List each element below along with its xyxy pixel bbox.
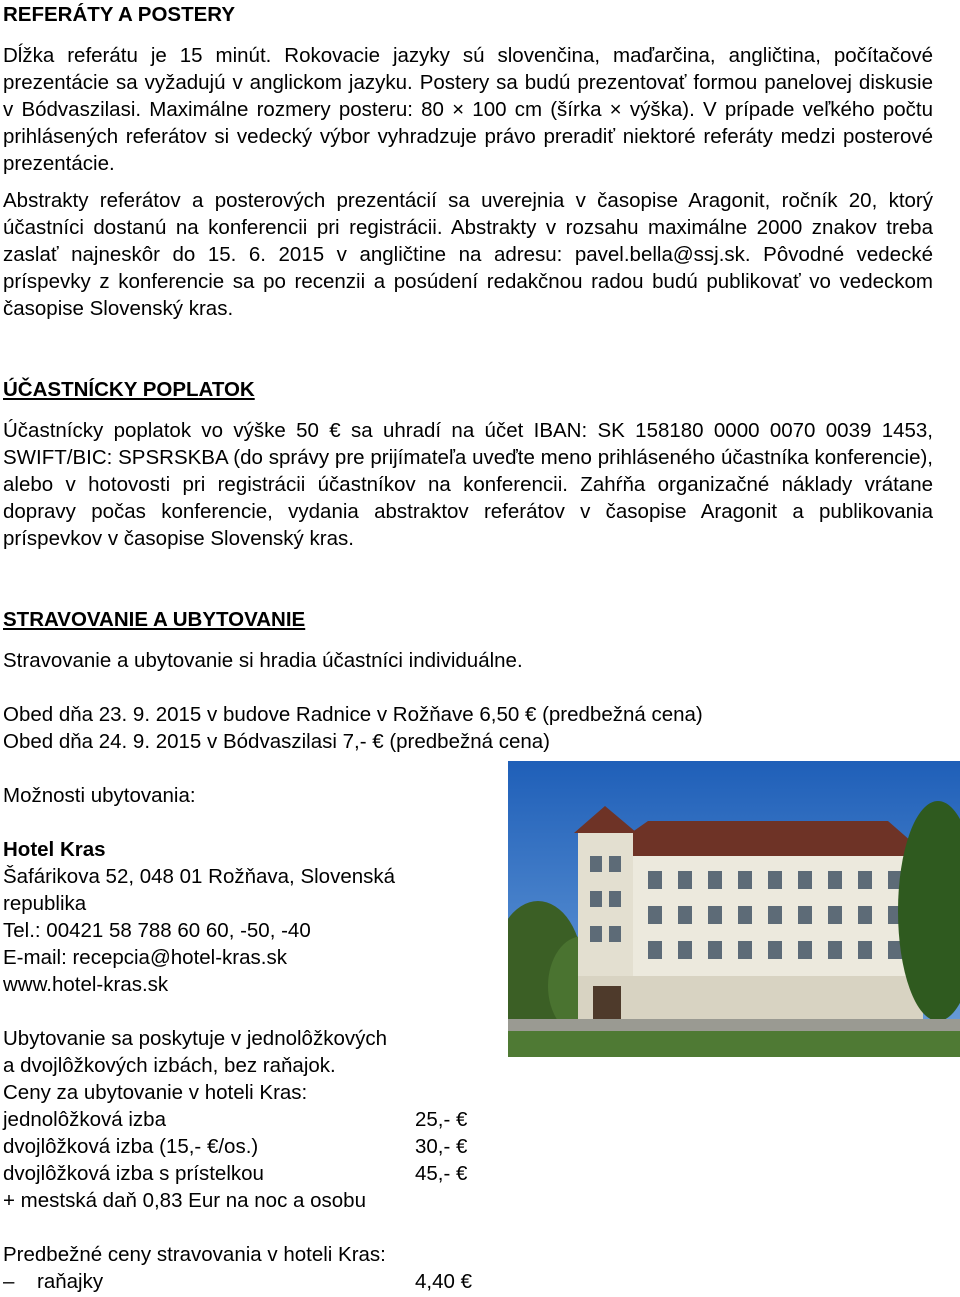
price-row bbox=[3, 1160, 933, 1187]
strava-heading: Predbežné ceny stravovania v hoteli Kras: bbox=[3, 1243, 386, 1266]
price-row-price: 25,- € bbox=[415, 1108, 468, 1131]
ground-floor bbox=[578, 976, 923, 1021]
section-heading-referaty: REFERÁTY A POSTERY bbox=[3, 3, 235, 26]
list-dash: – bbox=[3, 1270, 15, 1293]
section-heading-poplatok: ÚČASTNÍCKY POPLATOK bbox=[3, 378, 255, 401]
obed-line-1: Obed dňa 23. 9. 2015 v budove Radnice v Rožňave 6,50 € (predbežná cena) bbox=[3, 703, 703, 726]
hotel-web: www.hotel-kras.sk bbox=[3, 973, 169, 996]
hotel-address-line-1: Šafárikova 52, 048 01 Rožňava, Slovenská bbox=[3, 865, 396, 888]
price-row bbox=[3, 1106, 933, 1133]
hotel-email: E-mail: recepcia@hotel-kras.sk bbox=[3, 946, 287, 969]
hotel-photo bbox=[508, 761, 960, 1057]
ceny-heading: Ceny za ubytovanie v hoteli Kras: bbox=[3, 1081, 308, 1104]
hotel-photo-illustration bbox=[508, 761, 960, 1057]
referaty-paragraph-1: Dĺžka referátu je 15 minút. Rokovacie jazyky sú slovenčina, maďarčina, angličtina, počítačové prezentácie sa vyžadujú v anglickom jazyku. Postery sa budú prezentovať formou panelovej diskusie v Bódvaszilasi. Maximálne rozmery posteru: 80 × 100 cm (šírka × výška). V prípade veľkého počtu prihlásených referátov si vedecký výbor vyhradzuje právo preradiť niektoré referáty medzi posterové prezentácie. bbox=[3, 44, 933, 175]
strava-row bbox=[3, 1268, 933, 1295]
stravovanie-intro: Stravovanie a ubytovanie si hradia účastníci individuálne. bbox=[3, 649, 523, 672]
document-page bbox=[3, 0, 933, 1295]
price-row-price: 45,- € bbox=[415, 1162, 468, 1185]
section-heading-stravovanie: STRAVOVANIE A UBYTOVANIE bbox=[3, 608, 306, 631]
hotel-name: Hotel Kras bbox=[3, 838, 106, 861]
moznosti-ubytovania: Možnosti ubytovania: bbox=[3, 784, 196, 807]
price-row-price: 30,- € bbox=[415, 1135, 468, 1158]
ubytovanie-line-2: a dvojlôžkových izbách, bez raňajok. bbox=[3, 1054, 336, 1077]
strava-row-price: 4,40 € bbox=[415, 1270, 472, 1293]
price-row-name: dvojlôžková izba (15,- €/os.) bbox=[3, 1135, 259, 1158]
price-row-name: jednolôžková izba bbox=[3, 1108, 166, 1131]
price-row bbox=[3, 1133, 933, 1160]
entrance-door bbox=[593, 986, 621, 1021]
building-roof bbox=[598, 821, 928, 856]
strava-row-name-wrap bbox=[3, 1268, 415, 1295]
obed-line-2: Obed dňa 24. 9. 2015 v Bódvaszilasi 7,- € (predbežná cena) bbox=[3, 730, 551, 753]
referaty-paragraph-2: Abstrakty referátov a posterových prezentácií sa uverejnia v časopise Aragonit, ročník 20, ktorý účastníci dostanú na konferencii pri registrácii. Abstrakty v rozsahu maximálne 2000 znakov treba zaslať najneskôr do 15. 6. 2015 v angličtine na adresu: pavel.bella@ssj.sk. Pôvodné vedecké príspevky z konferencie sa po recenzii a posúdení redakčnou radou budú publikovať vo vedeckom časopise Slovenský kras. bbox=[3, 189, 933, 320]
hotel-tel: Tel.: 00421 58 788 60 60, -50, -40 bbox=[3, 919, 311, 942]
mestska-dan: + mestská daň 0,83 Eur na noc a osobu bbox=[3, 1189, 366, 1212]
ubytovanie-line-1: Ubytovanie sa poskytuje v jednolôžkových bbox=[3, 1027, 388, 1050]
strava-row-name: raňajky bbox=[37, 1270, 104, 1293]
lawn bbox=[508, 1031, 960, 1057]
hotel-address-line-2: republika bbox=[3, 892, 87, 915]
poplatok-paragraph: Účastnícky poplatok vo výške 50 € sa uhradí na účet IBAN: SK 158180 0000 0070 0039 1453, SWIFT/BIC: SPSRSKBA (do správy pre prijímateľa uveďte meno prihláseného účastníka konferencie), alebo v hotovosti pri registrácii účastníkov na konferencii. Zahŕňa organizačné náklady vrátane dopravy počas konferencie, vydania abstraktov referátov v časopise Aragonit a publikovania príspevkov v časopise Slovenský kras. bbox=[3, 419, 933, 550]
price-row-name: dvojlôžková izba s prístelkou bbox=[3, 1162, 264, 1185]
